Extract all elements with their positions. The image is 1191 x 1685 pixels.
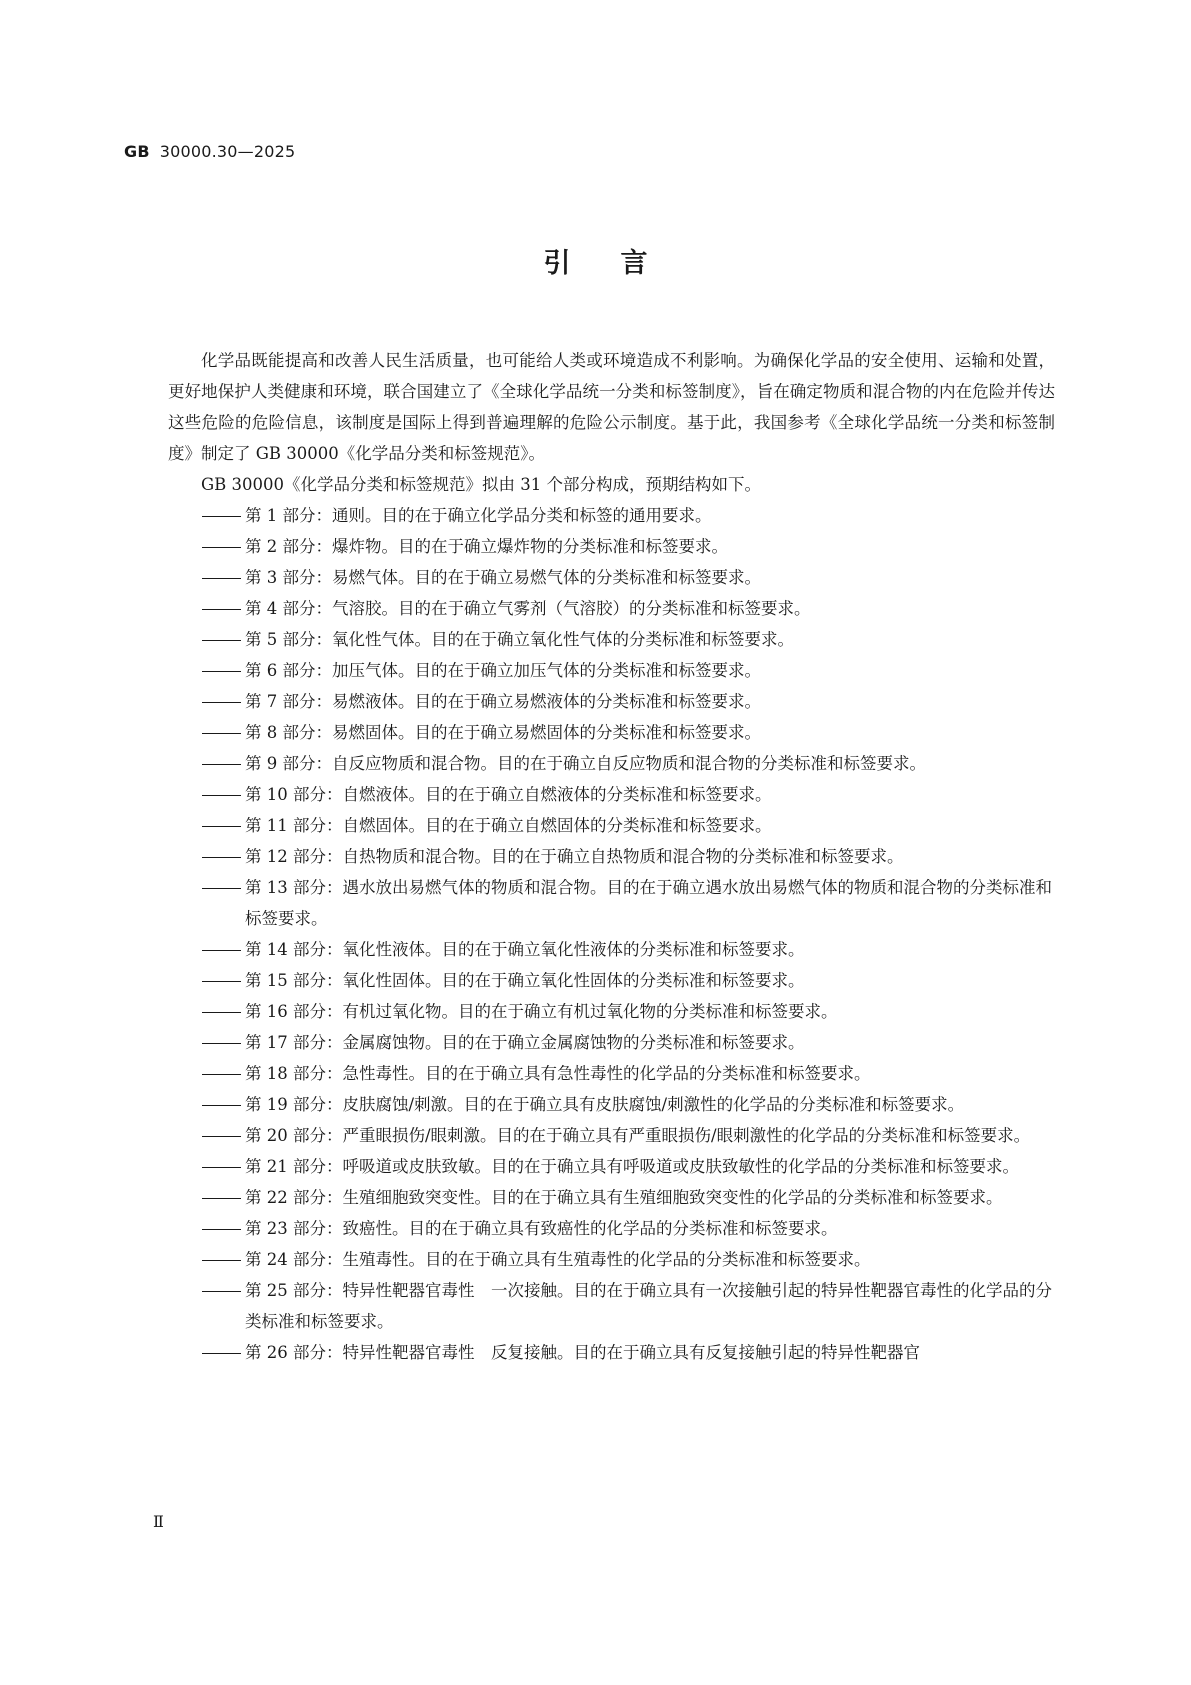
standard-number: 30000.30—2025 bbox=[159, 142, 296, 161]
list-item bbox=[201, 841, 1055, 872]
list-item bbox=[201, 531, 1055, 562]
dash-marker bbox=[201, 531, 245, 562]
page-number: Ⅱ bbox=[153, 1512, 164, 1531]
list-item bbox=[201, 1244, 1055, 1275]
standard-prefix: GB bbox=[124, 142, 150, 161]
list-item bbox=[201, 1027, 1055, 1058]
part-text: 第 20 部分：严重眼损伤/眼刺激。目的在于确立具有严重眼损伤/眼刺激性的化学品的分类标准和标签要求。 bbox=[245, 1126, 1031, 1145]
list-item bbox=[201, 624, 1055, 655]
dash-marker bbox=[201, 996, 245, 1027]
list-item bbox=[201, 1337, 1055, 1368]
dash-marker bbox=[201, 1182, 245, 1213]
part-text: 第 16 部分：有机过氧化物。目的在于确立有机过氧化物的分类标准和标签要求。 bbox=[245, 1002, 838, 1021]
dash-marker bbox=[201, 1213, 245, 1244]
dash-marker bbox=[201, 562, 245, 593]
part-text: 第 21 部分：呼吸道或皮肤致敏。目的在于确立具有呼吸道或皮肤致敏性的化学品的分类标准和标签要求。 bbox=[245, 1157, 1019, 1176]
part-text: 第 14 部分：氧化性液体。目的在于确立氧化性液体的分类标准和标签要求。 bbox=[245, 940, 805, 959]
dash-marker bbox=[201, 624, 245, 655]
part-text: 第 18 部分：急性毒性。目的在于确立具有急性毒性的化学品的分类标准和标签要求。 bbox=[245, 1064, 871, 1083]
part-text: 第 12 部分：自热物质和混合物。目的在于确立自热物质和混合物的分类标准和标签要求。 bbox=[245, 847, 904, 866]
list-item bbox=[201, 779, 1055, 810]
dash-marker bbox=[201, 1337, 245, 1368]
dash-marker bbox=[201, 1275, 245, 1306]
standard-code bbox=[124, 142, 295, 161]
list-item bbox=[201, 1089, 1055, 1120]
list-item bbox=[201, 996, 1055, 1027]
dash-marker bbox=[201, 1120, 245, 1151]
part-text: 第 7 部分：易燃液体。目的在于确立易燃液体的分类标准和标签要求。 bbox=[245, 692, 761, 711]
part-text: 第 9 部分：自反应物质和混合物。目的在于确立自反应物质和混合物的分类标准和标签要求。 bbox=[245, 754, 926, 773]
dash-marker bbox=[201, 965, 245, 996]
list-item bbox=[201, 1182, 1055, 1213]
part-text: 第 26 部分：特异性靶器官毒性 反复接触。目的在于确立具有反复接触引起的特异性靶器官 bbox=[245, 1343, 920, 1362]
list-item bbox=[201, 965, 1055, 996]
part-text: 第 10 部分：自燃液体。目的在于确立自燃液体的分类标准和标签要求。 bbox=[245, 785, 772, 804]
dash-marker bbox=[201, 1027, 245, 1058]
part-text: 第 25 部分：特异性靶器官毒性 一次接触。目的在于确立具有一次接触引起的特异性靶器官毒性的化学品的分类标准和标签要求。 bbox=[245, 1281, 1052, 1331]
list-item bbox=[201, 810, 1055, 841]
dash-marker bbox=[201, 717, 245, 748]
dash-marker bbox=[201, 500, 245, 531]
parts-list bbox=[168, 500, 1055, 1368]
part-text: 第 11 部分：自燃固体。目的在于确立自燃固体的分类标准和标签要求。 bbox=[245, 816, 772, 835]
part-text: 第 17 部分：金属腐蚀物。目的在于确立金属腐蚀物的分类标准和标签要求。 bbox=[245, 1033, 805, 1052]
list-item bbox=[201, 686, 1055, 717]
structure-paragraph: GB 30000《化学品分类和标签规范》拟由 31 个部分构成，预期结构如下。 bbox=[201, 475, 762, 494]
part-text: 第 22 部分：生殖细胞致突变性。目的在于确立具有生殖细胞致突变性的化学品的分类标准和标签要求。 bbox=[245, 1188, 1003, 1207]
dash-marker bbox=[201, 779, 245, 810]
dash-marker bbox=[201, 655, 245, 686]
dash-marker bbox=[201, 872, 245, 903]
dash-marker bbox=[201, 810, 245, 841]
part-text: 第 2 部分：爆炸物。目的在于确立爆炸物的分类标准和标签要求。 bbox=[245, 537, 728, 556]
dash-marker bbox=[201, 593, 245, 624]
list-item bbox=[201, 1213, 1055, 1244]
dash-marker bbox=[201, 1058, 245, 1089]
part-text: 第 19 部分：皮肤腐蚀/刺激。目的在于确立具有皮肤腐蚀/刺激性的化学品的分类标准和标签要求。 bbox=[245, 1095, 965, 1114]
part-text: 第 1 部分：通则。目的在于确立化学品分类和标签的通用要求。 bbox=[245, 506, 712, 525]
part-text: 第 4 部分：气溶胶。目的在于确立气雾剂（气溶胶）的分类标准和标签要求。 bbox=[245, 599, 811, 618]
list-item bbox=[201, 593, 1055, 624]
list-item bbox=[201, 500, 1055, 531]
part-text: 第 23 部分：致癌性。目的在于确立具有致癌性的化学品的分类标准和标签要求。 bbox=[245, 1219, 838, 1238]
list-item bbox=[201, 655, 1055, 686]
list-item bbox=[201, 1120, 1055, 1151]
part-text: 第 13 部分：遇水放出易燃气体的物质和混合物。目的在于确立遇水放出易燃气体的物质和混合物的分类标准和标签要求。 bbox=[245, 878, 1052, 928]
part-text: 第 5 部分：氧化性气体。目的在于确立氧化性气体的分类标准和标签要求。 bbox=[245, 630, 794, 649]
list-item bbox=[201, 748, 1055, 779]
dash-marker bbox=[201, 1089, 245, 1120]
dash-marker bbox=[201, 841, 245, 872]
part-text: 第 8 部分：易燃固体。目的在于确立易燃固体的分类标准和标签要求。 bbox=[245, 723, 761, 742]
part-text: 第 24 部分：生殖毒性。目的在于确立具有生殖毒性的化学品的分类标准和标签要求。 bbox=[245, 1250, 871, 1269]
part-text: 第 6 部分：加压气体。目的在于确立加压气体的分类标准和标签要求。 bbox=[245, 661, 761, 680]
dash-marker bbox=[201, 686, 245, 717]
page-title: 引言 bbox=[543, 248, 698, 279]
dash-marker bbox=[201, 934, 245, 965]
list-item bbox=[201, 1058, 1055, 1089]
dash-marker bbox=[201, 1151, 245, 1182]
part-text: 第 3 部分：易燃气体。目的在于确立易燃气体的分类标准和标签要求。 bbox=[245, 568, 761, 587]
list-item bbox=[201, 562, 1055, 593]
intro-paragraph: 化学品既能提高和改善人民生活质量，也可能给人类或环境造成不利影响。为确保化学品的安全使用、运输和处置，更好地保护人类健康和环境，联合国建立了《全球化学品统一分类和标签制度》，旨在确定物质和混合物的内在危险并传达这些危险的危险信息，该制度是国际上得到普遍理解的危险公示制度。基于此，我国参考《全球化学品统一分类和标签制度》制定了 GB 30000《化学品分类和标签规范》。 bbox=[168, 351, 1055, 463]
part-text: 第 15 部分：氧化性固体。目的在于确立氧化性固体的分类标准和标签要求。 bbox=[245, 971, 805, 990]
list-item bbox=[201, 1151, 1055, 1182]
list-item bbox=[201, 872, 1055, 934]
introduction-body bbox=[168, 345, 1055, 1368]
list-item bbox=[201, 717, 1055, 748]
dash-marker bbox=[201, 1244, 245, 1275]
dash-marker bbox=[201, 748, 245, 779]
list-item bbox=[201, 934, 1055, 965]
list-item bbox=[201, 1275, 1055, 1337]
